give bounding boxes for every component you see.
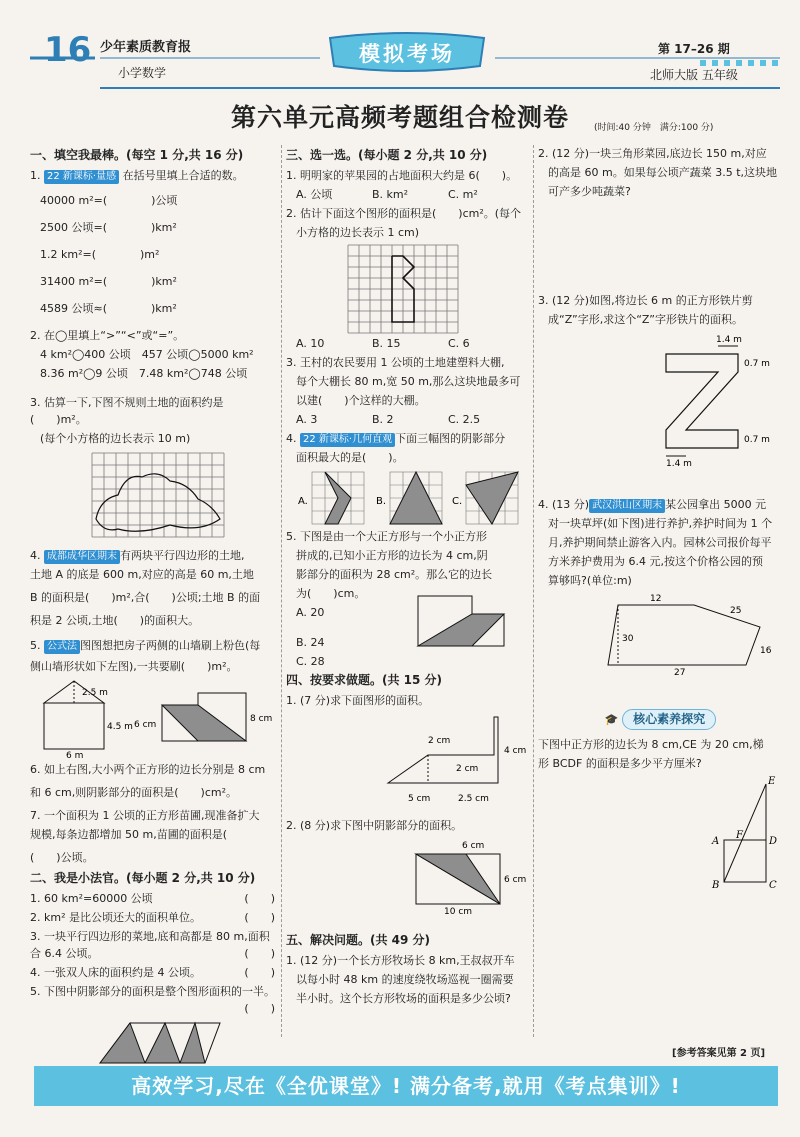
- dim-label: 6 cm: [134, 720, 157, 730]
- point-label: D: [769, 836, 778, 847]
- question-3-1: 1. 明明家的苹果园的占地面积大约是 6( )。: [286, 169, 518, 182]
- question-text: 方米养护费用为 6.4 元,按这个价格公园的预: [548, 555, 763, 568]
- tag-badge: 22 新课标·量感: [44, 170, 119, 184]
- option: C. 6: [448, 337, 470, 350]
- answer-paren: ( ): [244, 892, 275, 905]
- question-3-3: 3. 王村的农民要用 1 公顷的土地建塑料大棚,: [286, 356, 505, 369]
- three-shaded-figures: [286, 468, 534, 528]
- answer-paren: ( ): [244, 947, 275, 960]
- question-text: 的高是 60 m。如果每公顷产蔬菜 3.5 t,这块地: [548, 166, 778, 179]
- figure-label: B.: [376, 496, 387, 507]
- dim-label: 8 cm: [250, 714, 273, 724]
- dim-label: 16: [760, 646, 772, 656]
- point-label: C: [769, 880, 777, 891]
- question-text: 规模,每条边都增加 50 m,苗圃的面积是(: [30, 828, 227, 841]
- question-text: 每个大棚长 80 m,宽 50 m,那么这块地最多可: [296, 375, 521, 388]
- triangles-figure: [30, 1017, 275, 1067]
- answer-space: [538, 202, 783, 292]
- option: C. 28: [296, 655, 325, 668]
- dim-label: 0.7 m: [744, 435, 770, 445]
- question-text: 土地 A 的底是 600 m,对应的高是 60 m,土地: [30, 568, 254, 581]
- dim-label: 6 cm: [462, 841, 485, 851]
- column-3: [538, 145, 783, 904]
- question-4-2: 2. (8 分)求下图中阴影部分的面积。: [286, 819, 463, 832]
- question-3-4: 4. 22 新课标·几何直观 下面三幅图的阴影部分: [286, 432, 506, 445]
- question-text: 侧山墙形状如下左图),一共要刷( )m²。: [30, 660, 238, 673]
- dim-label: 6 cm: [504, 875, 527, 885]
- dim-label: 10 cm: [444, 907, 473, 916]
- grid-shape-figure: [286, 243, 534, 335]
- graduation-cap-icon: 🎓: [604, 713, 619, 726]
- judge-text: 1. 60 km²=60000 公顷: [30, 892, 153, 905]
- question-text: 和 6 cm,则阴影部分的面积是( )cm²。: [30, 786, 238, 799]
- fill-item: 1.2 km²=( )m²: [40, 248, 160, 261]
- option: B. 24: [296, 636, 325, 649]
- banner: [322, 32, 492, 72]
- option: C. m²: [448, 188, 478, 201]
- section-5-heading: 五、解决问题。(共 49 分): [286, 933, 431, 947]
- point-label: E: [768, 776, 776, 787]
- shaded-triangle-figure: [286, 836, 534, 916]
- dim-label: 2 cm: [456, 764, 479, 774]
- tag-badge: 武汉洪山区期末: [589, 499, 665, 513]
- fill-item: 2500 公顷=( )km²: [40, 221, 177, 234]
- question-text: 下面三幅图的阴影部分: [395, 432, 506, 445]
- answer-space: [538, 675, 783, 709]
- square-trapezoid-figure: [538, 774, 783, 904]
- question-text: 为( )cm。: [296, 587, 366, 600]
- dim-label: 2.5 m: [82, 688, 108, 698]
- judge-item: [30, 964, 275, 981]
- core-literacy-badge: [538, 709, 783, 730]
- question-text: 拼成的,已知小正方形的边长为 4 cm,阴: [296, 549, 488, 562]
- question-4-1: 1. (7 分)求下面图形的面积。: [286, 694, 430, 707]
- answer-space: [538, 466, 783, 496]
- option: B. km²: [372, 188, 409, 201]
- dim-label: 5 cm: [408, 794, 431, 804]
- core-text: 下图中正方形的边长为 8 cm,CE 为 20 cm,梯: [538, 738, 764, 751]
- question-3-5-body: [286, 566, 534, 634]
- question-number: 4. (13 分): [538, 498, 590, 511]
- option: C. 2.5: [448, 413, 481, 426]
- dim-label: 27: [674, 668, 686, 675]
- irregular-land-grid: [30, 449, 275, 541]
- question-text: 在括号里填上合适的数。: [122, 169, 244, 182]
- tag-badge: 22 新课标·几何直观: [300, 433, 395, 447]
- judge-item: [30, 983, 275, 1015]
- core-heading: 核心素养探究: [622, 709, 716, 730]
- page-number: 16: [44, 30, 92, 70]
- core-text: 形 BCDF 的面积是多少平方厘米?: [538, 757, 702, 770]
- question-text: 对一块草坪(如下图)进行养护,养护时间为 1 个: [548, 517, 773, 530]
- question-text: 小方格的边长表示 1 cm): [296, 226, 420, 239]
- question-text: 积是 2 公顷,土地( )的面积大。: [30, 614, 200, 627]
- section-3-heading: 三、选一选。(每小题 2 分,共 10 分): [286, 148, 488, 162]
- answer-reference: [参考答案见第 2 页]: [672, 1048, 766, 1059]
- question-3-5: 5. 下图是由一个大正方形与一个小正方形: [286, 530, 487, 543]
- question-5-4: [538, 496, 783, 513]
- option: A. 3: [296, 413, 318, 426]
- compare-line: 8.36 m²◯9 公顷 7.48 km²◯748 公顷: [40, 367, 248, 380]
- dim-label: 2 cm: [428, 736, 451, 746]
- compare-line: 4 km²◯400 公顷 457 公顷◯5000 km²: [40, 348, 254, 361]
- dim-label: 25: [730, 606, 742, 616]
- figure-label: A.: [298, 496, 308, 507]
- z-shape-figure: [538, 330, 783, 466]
- dim-label: 6 m: [66, 751, 84, 759]
- answer-paren: ( ): [244, 911, 275, 924]
- question-1-1: [30, 167, 275, 184]
- question-1-4: 4. 成都成华区期末 有两块平行四边形的土地,: [30, 549, 245, 562]
- question-text: B 的面积是( )m²,合( )公顷;土地 B 的面: [30, 591, 261, 604]
- question-text: 以每小时 48 km 的速度绕牧场巡视一圈需要: [296, 973, 514, 986]
- question-text: 算够吗?(单位:m): [548, 574, 632, 587]
- judge-text: 5. 下图中阴影部分的面积是整个图形面积的一半。: [30, 985, 275, 998]
- tag-badge: 公式法: [44, 640, 80, 654]
- question-text: 半小时。这个长方形牧场的面积是多少公顷?: [296, 992, 511, 1005]
- two-squares-figure: [416, 592, 526, 648]
- judge-text: 2. km² 是比公顷还大的面积单位。: [30, 911, 201, 924]
- judge-item: [30, 928, 275, 962]
- question-5-3: 3. (12 分)如图,将边长 6 m 的正方形铁片剪: [538, 294, 753, 307]
- question-1-3: 3. 估算一下,下图不规则土地的面积约是( )m²。: [30, 396, 224, 426]
- dim-label: 12: [650, 594, 662, 604]
- dim-label: 1.4 m: [666, 459, 692, 466]
- dim-label: 4 cm: [504, 746, 527, 756]
- fill-item: 4589 公顷≈( )km²: [40, 302, 177, 315]
- footer-banner: 高效学习,尽在《全优课堂》! 满分备考,就用《考点集训》!: [34, 1066, 778, 1106]
- judge-item: [30, 890, 275, 907]
- section-2-heading: 二、我是小法官。(每小题 2 分,共 10 分): [30, 871, 256, 885]
- column-2: [286, 145, 534, 1009]
- judge-text: 4. 一张双人床的面积约是 4 公顷。: [30, 966, 201, 979]
- column-1: [30, 145, 275, 1067]
- dim-label: 0.7 m: [744, 359, 770, 369]
- time-info: (时间:40 分钟 满分:100 分): [594, 123, 714, 133]
- question-text: 成“Z”字形,求这个“Z”字形铁片的面积。: [548, 313, 743, 326]
- option: B. 2: [372, 413, 394, 426]
- question-text: 以建( )个这样的大棚。: [296, 394, 426, 407]
- dim-label: 30: [622, 634, 634, 644]
- question-1-5: 5. 公式法 图图想把房子两侧的山墙刷上粉色(每: [30, 639, 261, 652]
- issue-number: 第 17–26 期: [658, 42, 730, 56]
- section-1-heading: 一、填空我最棒。(每空 1 分,共 16 分): [30, 148, 244, 162]
- question-text: 月,养护期间禁止游客入内。园林公司报价每平: [548, 536, 772, 549]
- page-title: 第六单元高频考题组合检测卷: [230, 103, 569, 132]
- edition-label: 北师大版 五年级: [650, 68, 738, 82]
- option: A. 10: [296, 337, 325, 350]
- figure-label: C.: [452, 496, 463, 507]
- question-text: 某公园拿出 5000 元: [665, 498, 767, 511]
- fill-item: 40000 m²=( )公顷: [40, 194, 178, 207]
- banner-text: 模拟考场: [359, 42, 455, 66]
- dim-label: 2.5 cm: [458, 794, 489, 804]
- point-label: A: [712, 836, 720, 847]
- question-1-7: 7. 一个面积为 1 公顷的正方形苗圃,现准备扩大: [30, 809, 260, 822]
- question-text: ( )公顷。: [30, 851, 94, 864]
- wall-and-squares-figures: [30, 677, 275, 759]
- question-5-2: 2. (12 分)一块三角形菜园,底边长 150 m,对应: [538, 147, 767, 160]
- question-5-1: 1. (12 分)一个长方形牧场长 8 km,王叔叔开车: [286, 954, 515, 967]
- question-text: 图图想把房子两侧的山墙刷上粉色(每: [80, 639, 261, 652]
- option: A. 20: [296, 606, 325, 619]
- answer-paren: ( ): [244, 966, 275, 979]
- option: B. 15: [372, 337, 401, 350]
- question-text: 影部分的面积为 28 cm²。那么它的边长: [296, 568, 493, 581]
- newspaper-name: 少年素质教育报: [100, 40, 192, 55]
- options: [296, 411, 534, 428]
- point-label: F: [736, 830, 743, 841]
- option: A. 公顷: [296, 188, 333, 201]
- judge-item: [30, 909, 275, 926]
- composite-shape-figure: [286, 711, 534, 811]
- question-3-2: 2. 估计下面这个图形的面积是( )cm²。(每个: [286, 207, 522, 220]
- subject-label: 小学数学: [118, 66, 167, 80]
- dim-label: 4.5 m: [107, 722, 133, 732]
- dim-label: 1.4 m: [716, 335, 742, 345]
- section-4-heading: 四、按要求做题。(共 15 分): [286, 673, 443, 687]
- question-note: (每个小方格的边长表示 10 m): [40, 432, 191, 445]
- judge-text: 3. 一块平行四边形的菜地,底和高都是 80 m,面积合 6.4 公顷。: [30, 930, 270, 960]
- options: [296, 186, 534, 203]
- question-number: 1.: [30, 169, 41, 182]
- question-1-6: 6. 如上右图,大小两个正方形的边长分别是 8 cm: [30, 763, 266, 776]
- tag-badge: 成都成华区期末: [44, 550, 120, 564]
- question-text: 面积最大的是( )。: [296, 451, 404, 464]
- question-text: 可产多少吨蔬菜?: [548, 185, 631, 198]
- lawn-figure: [538, 591, 783, 675]
- fill-item: 31400 m²=( )km²: [40, 275, 177, 288]
- question-1-2: 2. 在◯里填上“>”“<”或“=”。: [30, 329, 185, 342]
- question-text: 有两块平行四边形的土地,: [120, 549, 245, 562]
- answer-paren: ( ): [244, 1002, 275, 1015]
- point-label: B: [712, 880, 720, 891]
- options: [296, 335, 534, 352]
- column-divider: [281, 145, 282, 1037]
